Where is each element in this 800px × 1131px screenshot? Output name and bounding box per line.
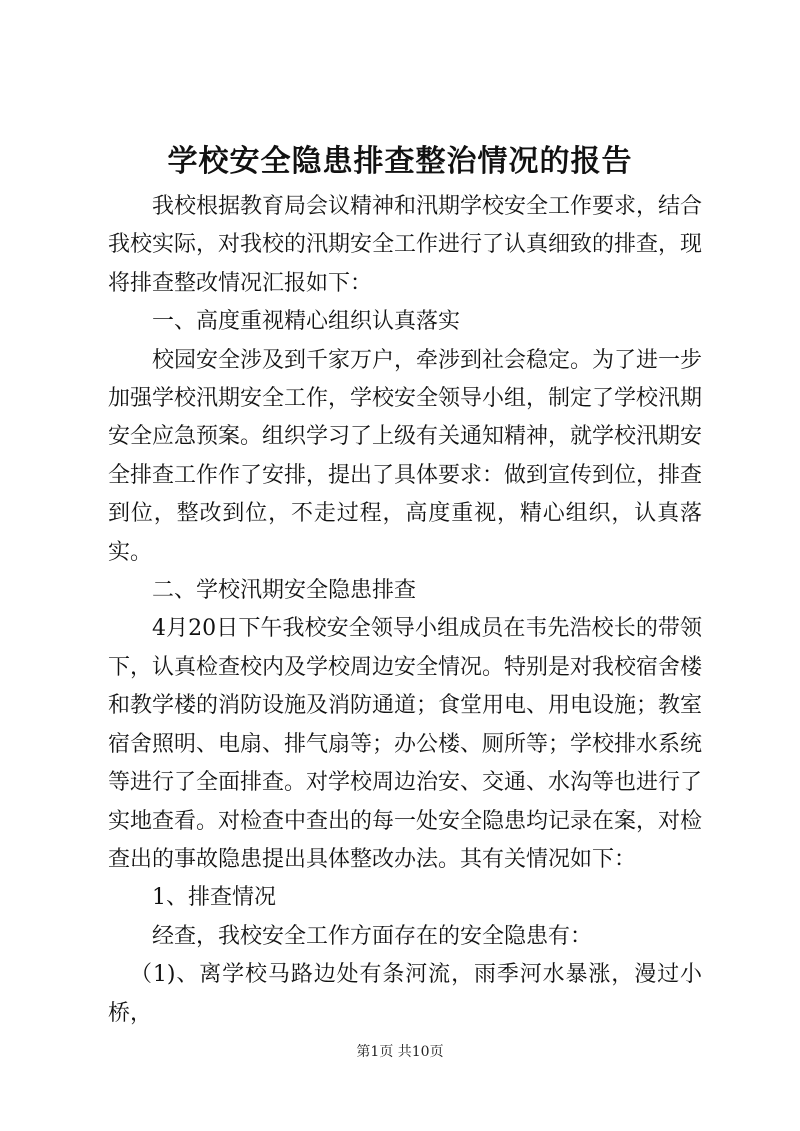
- paragraph-section-2: 4月20日下午我校安全领导小组成员在韦先浩校长的带领下，认真检查校内及学校周边安全情况。特别是对我校宿舍楼和教学楼的消防设施及消防通道；食堂用电、用电设施；教室宿舍照明、电扇、排气扇等；办公楼、厕所等；学校排水系统等进行了全面排查。对学校周边治安、交通、水沟等也进行了实地查看。对检查中查出的每一处安全隐患均记录在案，对检查出的事故隐患提出具体整改办法。其有关情况如下：: [108, 616, 703, 872]
- paragraph-findings-intro: 经查，我校安全工作方面存在的安全隐患有：: [152, 923, 593, 949]
- section-heading-1: 一、高度重视精心组织认真落实: [152, 309, 461, 335]
- document-body: [108, 188, 702, 1033]
- paragraph-section-1: 校园安全涉及到千家万户，牵涉到社会稳定。为了进一步加强学校汛期安全工作，学校安全领导小组，制定了学校汛期安全应急预案。组织学习了上级有关通知精神，就学校汛期安全排查工作作了安排，提出了具体要求：做到宣传到位，排查到位，整改到位，不走过程，高度重视，精心组织，认真落实。: [108, 347, 703, 565]
- list-item-1: （1)、离学校马路边处有条河流，雨季河水暴涨，漫过小桥，: [108, 962, 702, 1026]
- subheading-inspection: 1、排查情况: [152, 885, 276, 911]
- section-heading-2: 二、学校汛期安全隐患排查: [152, 578, 417, 604]
- page-footer: 第1页 共10页: [356, 1044, 444, 1060]
- paragraph-intro: 我校根据教育局会议精神和汛期学校安全工作要求，结合我校实际，对我校的汛期安全工作进行了认真细致的排查，现将排查整改情况汇报如下：: [108, 194, 703, 296]
- document-title: 学校安全隐患排查整治情况的报告: [167, 144, 633, 179]
